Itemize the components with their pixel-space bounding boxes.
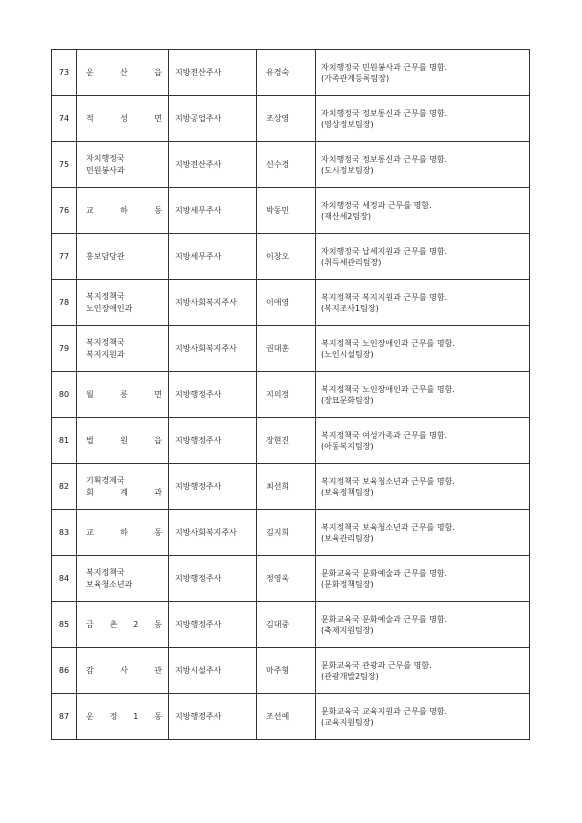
assignment-position: (보육관리팀장) bbox=[321, 533, 374, 543]
current-department: 복지정책국 bbox=[86, 567, 125, 577]
assignment-position: (재산세2팀장) bbox=[321, 211, 371, 221]
employee-name-cell bbox=[257, 96, 316, 142]
assignment-note-cell bbox=[316, 188, 530, 234]
rank: 지방사회복지주사 bbox=[175, 298, 237, 307]
assignment-order: 복지정책국 복지지원과 근무를 명함. bbox=[321, 292, 448, 302]
employee-name-cell bbox=[257, 372, 316, 418]
table-row bbox=[52, 96, 530, 142]
rank-cell bbox=[169, 556, 257, 602]
current-department: 운 정 1 동 bbox=[86, 711, 162, 721]
current-department: 복지지원과 bbox=[86, 349, 125, 359]
personnel-roster-table bbox=[51, 49, 530, 740]
rank-cell bbox=[169, 234, 257, 280]
rank: 지방행정주사 bbox=[175, 436, 222, 445]
employee-name: 김대중 bbox=[266, 620, 290, 629]
current-department: 복지정책국 bbox=[86, 337, 125, 347]
assignment-order: 문화교육국 교육지원과 근무를 명함. bbox=[321, 706, 448, 716]
employee-name-cell bbox=[257, 188, 316, 234]
row-number: 74 bbox=[52, 96, 77, 142]
current-department-cell bbox=[77, 418, 169, 464]
employee-name: 권대훈 bbox=[266, 344, 290, 353]
employee-name-cell bbox=[257, 602, 316, 648]
table-row bbox=[52, 280, 530, 326]
employee-name: 마주형 bbox=[266, 666, 290, 675]
roster-body bbox=[52, 50, 530, 740]
table-row bbox=[52, 694, 530, 740]
rank: 지방전산주사 bbox=[175, 68, 222, 77]
rank: 지방세무주사 bbox=[175, 206, 222, 215]
current-department-cell bbox=[77, 50, 169, 96]
row-number: 83 bbox=[52, 510, 77, 556]
current-department-cell bbox=[77, 510, 169, 556]
employee-name-cell bbox=[257, 556, 316, 602]
employee-name: 유경숙 bbox=[266, 68, 290, 77]
assignment-order: 자치행정국 정보통신과 근무를 명함. bbox=[321, 154, 448, 164]
employee-name: 김지희 bbox=[266, 528, 290, 537]
assignment-order: 복지정책국 여성가족과 근무를 명함. bbox=[321, 430, 448, 440]
rank-cell bbox=[169, 464, 257, 510]
assignment-position: (축제지원팀장) bbox=[321, 625, 374, 635]
rank: 지방전산주사 bbox=[175, 160, 222, 169]
employee-name-cell bbox=[257, 510, 316, 556]
current-department-cell bbox=[77, 648, 169, 694]
employee-name-cell bbox=[257, 648, 316, 694]
current-department: 월 롱 면 bbox=[86, 389, 162, 399]
assignment-position: (아동복지팀장) bbox=[321, 441, 374, 451]
table-row bbox=[52, 556, 530, 602]
current-department-cell bbox=[77, 96, 169, 142]
assignment-note-cell bbox=[316, 280, 530, 326]
assignment-order: 문화교육국 문화예술과 근무를 명함. bbox=[321, 614, 448, 624]
current-department: 보육청소년과 bbox=[86, 579, 133, 589]
current-department: 교 하 동 bbox=[86, 205, 162, 215]
rank: 지방사회복지주사 bbox=[175, 344, 237, 353]
current-department: 감 사 관 bbox=[86, 665, 162, 675]
employee-name-cell bbox=[257, 50, 316, 96]
employee-name: 최선희 bbox=[266, 482, 290, 491]
rank-cell bbox=[169, 188, 257, 234]
employee-name: 정영욱 bbox=[266, 574, 290, 583]
row-number: 76 bbox=[52, 188, 77, 234]
current-department-cell bbox=[77, 188, 169, 234]
current-department: 노인장애인과 bbox=[86, 303, 133, 313]
assignment-position: (문화정책팀장) bbox=[321, 579, 374, 589]
table-row bbox=[52, 50, 530, 96]
row-number: 84 bbox=[52, 556, 77, 602]
row-number: 81 bbox=[52, 418, 77, 464]
rank-cell bbox=[169, 418, 257, 464]
assignment-note-cell bbox=[316, 694, 530, 740]
table-row bbox=[52, 372, 530, 418]
row-number: 79 bbox=[52, 326, 77, 372]
current-department: 기획경제국 bbox=[86, 475, 125, 485]
table-row bbox=[52, 510, 530, 556]
rank: 지방사회복지주사 bbox=[175, 528, 237, 537]
current-department-cell bbox=[77, 326, 169, 372]
employee-name-cell bbox=[257, 142, 316, 188]
employee-name: 신수경 bbox=[266, 160, 290, 169]
assignment-note-cell bbox=[316, 372, 530, 418]
rank-cell bbox=[169, 694, 257, 740]
table-row bbox=[52, 648, 530, 694]
assignment-note-cell bbox=[316, 648, 530, 694]
assignment-order: 자치행정국 납세지원과 근무를 명함. bbox=[321, 246, 448, 256]
current-department-cell bbox=[77, 602, 169, 648]
current-department: 회 계 과 bbox=[86, 487, 162, 497]
assignment-order: 복지정책국 보육청소년과 근무를 명함. bbox=[321, 476, 455, 486]
current-department: 자치행정국 bbox=[86, 153, 125, 163]
rank: 지방세무주사 bbox=[175, 252, 222, 261]
assignment-position: (보육정책팀장) bbox=[321, 487, 374, 497]
assignment-order: 자치행정국 세정과 근무를 명함. bbox=[321, 200, 432, 210]
assignment-position: (노인시설팀장) bbox=[321, 349, 374, 359]
assignment-order: 문화교육국 관광과 근무를 명함. bbox=[321, 660, 432, 670]
assignment-note-cell bbox=[316, 96, 530, 142]
current-department: 복지정책국 bbox=[86, 291, 125, 301]
current-department-cell bbox=[77, 234, 169, 280]
rank: 지방행정주사 bbox=[175, 482, 222, 491]
row-number: 82 bbox=[52, 464, 77, 510]
table-row bbox=[52, 602, 530, 648]
employee-name-cell bbox=[257, 694, 316, 740]
employee-name-cell bbox=[257, 234, 316, 280]
employee-name: 이창오 bbox=[266, 252, 290, 261]
rank-cell bbox=[169, 648, 257, 694]
rank-cell bbox=[169, 142, 257, 188]
row-number: 75 bbox=[52, 142, 77, 188]
assignment-note-cell bbox=[316, 234, 530, 280]
assignment-note-cell bbox=[316, 510, 530, 556]
rank: 지방시설주사 bbox=[175, 666, 222, 675]
row-number: 73 bbox=[52, 50, 77, 96]
assignment-note-cell bbox=[316, 602, 530, 648]
table-row bbox=[52, 234, 530, 280]
assignment-position: (가족관계등록팀장) bbox=[321, 73, 390, 83]
employee-name: 지의정 bbox=[266, 390, 290, 399]
rank: 지방공업주사 bbox=[175, 114, 222, 123]
row-number: 78 bbox=[52, 280, 77, 326]
assignment-note-cell bbox=[316, 418, 530, 464]
rank: 지방행정주사 bbox=[175, 390, 222, 399]
assignment-position: (영상정보팀장) bbox=[321, 119, 374, 129]
employee-name: 박동민 bbox=[266, 206, 290, 215]
assignment-position: (복지조사1팀장) bbox=[321, 303, 379, 313]
row-number: 80 bbox=[52, 372, 77, 418]
rank-cell bbox=[169, 372, 257, 418]
assignment-order: 자치행정국 민원봉사과 근무를 명함. bbox=[321, 62, 448, 72]
assignment-position: (교육지원팀장) bbox=[321, 717, 374, 727]
assignment-order: 자치행정국 정보통신과 근무를 명함. bbox=[321, 108, 448, 118]
table-row bbox=[52, 142, 530, 188]
table-row bbox=[52, 326, 530, 372]
current-department-cell bbox=[77, 372, 169, 418]
assignment-note-cell bbox=[316, 556, 530, 602]
current-department: 홍보담당관 bbox=[86, 251, 125, 261]
table-row bbox=[52, 188, 530, 234]
assignment-note-cell bbox=[316, 50, 530, 96]
rank: 지방행정주사 bbox=[175, 620, 222, 629]
rank: 지방행정주사 bbox=[175, 574, 222, 583]
assignment-order: 복지정책국 노인장애인과 근무를 명함. bbox=[321, 338, 455, 348]
current-department: 적 성 면 bbox=[86, 113, 162, 123]
current-department-cell bbox=[77, 464, 169, 510]
current-department-cell bbox=[77, 694, 169, 740]
row-number: 87 bbox=[52, 694, 77, 740]
employee-name: 이애영 bbox=[266, 298, 290, 307]
employee-name: 장현진 bbox=[266, 436, 290, 445]
assignment-order: 복지정책국 노인장애인과 근무를 명함. bbox=[321, 384, 455, 394]
rank-cell bbox=[169, 510, 257, 556]
rank-cell bbox=[169, 50, 257, 96]
employee-name-cell bbox=[257, 464, 316, 510]
assignment-position: (장묘문화팀장) bbox=[321, 395, 374, 405]
employee-name: 조선예 bbox=[266, 712, 290, 721]
assignment-order: 문화교육국 문화예술과 근무를 명함. bbox=[321, 568, 448, 578]
assignment-note-cell bbox=[316, 142, 530, 188]
rank-cell bbox=[169, 602, 257, 648]
rank-cell bbox=[169, 280, 257, 326]
rank: 지방행정주사 bbox=[175, 712, 222, 721]
current-department: 교 하 동 bbox=[86, 527, 162, 537]
row-number: 86 bbox=[52, 648, 77, 694]
table-row bbox=[52, 464, 530, 510]
current-department-cell bbox=[77, 142, 169, 188]
employee-name: 조상영 bbox=[266, 114, 290, 123]
assignment-position: (관광개발2팀장) bbox=[321, 671, 379, 681]
current-department: 민원봉사과 bbox=[86, 165, 125, 175]
current-department: 운 산 읍 bbox=[86, 67, 162, 77]
table-row bbox=[52, 418, 530, 464]
current-department: 금 촌 2 동 bbox=[86, 619, 162, 629]
employee-name-cell bbox=[257, 326, 316, 372]
row-number: 77 bbox=[52, 234, 77, 280]
current-department: 법 원 읍 bbox=[86, 435, 162, 445]
row-number: 85 bbox=[52, 602, 77, 648]
employee-name-cell bbox=[257, 280, 316, 326]
assignment-order: 복지정책국 보육청소년과 근무를 명함. bbox=[321, 522, 455, 532]
assignment-position: (도시정보팀장) bbox=[321, 165, 374, 175]
rank-cell bbox=[169, 96, 257, 142]
employee-name-cell bbox=[257, 418, 316, 464]
assignment-position: (취득세관리팀장) bbox=[321, 257, 382, 267]
assignment-note-cell bbox=[316, 464, 530, 510]
rank-cell bbox=[169, 326, 257, 372]
current-department-cell bbox=[77, 280, 169, 326]
current-department-cell bbox=[77, 556, 169, 602]
assignment-note-cell bbox=[316, 326, 530, 372]
